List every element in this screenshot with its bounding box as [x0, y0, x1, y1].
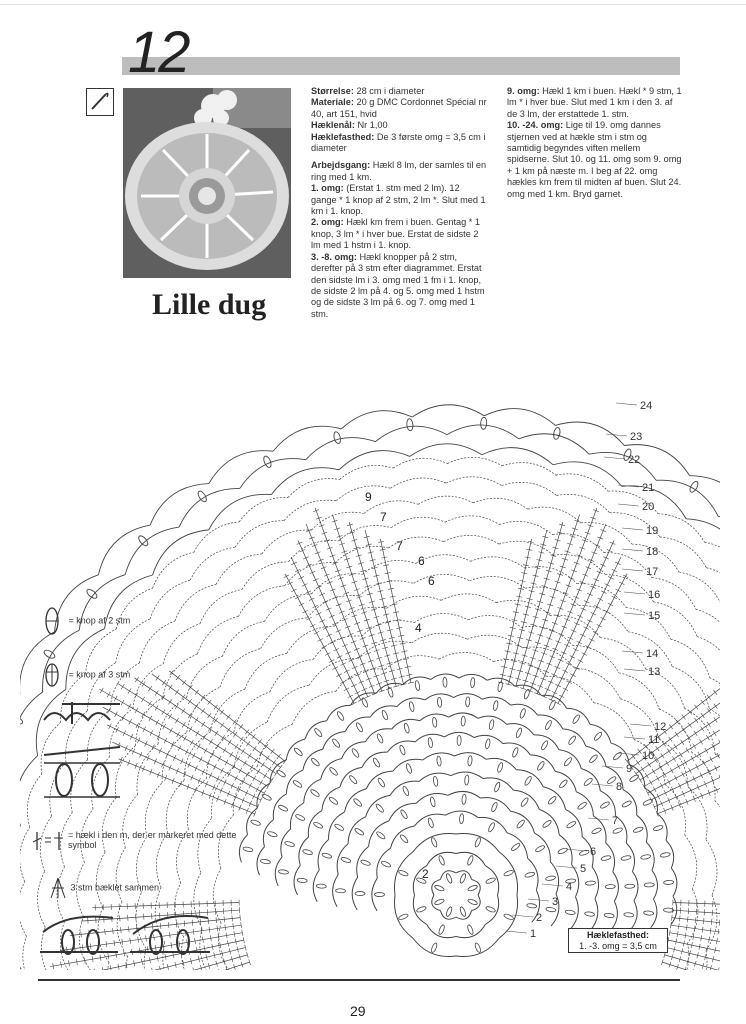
round-label: 18: [646, 546, 659, 558]
instruction-round-9: 9. omg: Hækl 1 km i buen. Hækl * 9 stm, 1 lm * i hver bue. Slut med 1 km i den 3. af de 3 lm, der erstattede 1. stm.: [507, 86, 682, 119]
knop-3-icon: [42, 660, 66, 690]
legend-sketch-3: [38, 912, 213, 960]
diagram-inner-label: 7: [380, 510, 387, 524]
diagram-inner-label: 6: [428, 574, 435, 588]
round-label: 17: [646, 566, 659, 578]
instructions-column-1: [311, 86, 487, 320]
round-label: 2: [536, 912, 543, 924]
legend-sketch-1: [42, 700, 124, 730]
round-label: 14: [646, 648, 659, 660]
legend-knop-2: = knop af 2 stm: [42, 604, 130, 638]
round-label: 7: [612, 815, 619, 827]
round-label: 20: [642, 501, 655, 513]
round-label: 5: [580, 863, 587, 875]
round-label: 11: [648, 734, 660, 746]
round-label: 10: [642, 750, 655, 762]
stitch-sketch-icon: [38, 912, 213, 958]
round-label: 12: [654, 721, 667, 733]
round-label: 6: [590, 846, 597, 858]
instruction-round-2: 2. omg: Hækl km frem i buen. Gentag * 1 knop, 3 lm * i hver bue. Erstat de sidste 2 lm med 1 hstm i 1. knop.: [311, 217, 481, 251]
diagram-inner-label: 9: [365, 490, 372, 504]
stitch-sketch-icon: [42, 745, 124, 803]
round-label: 9: [626, 763, 633, 775]
top-edge-line: [0, 4, 746, 5]
legend-knop-3: = knop af 3 stm: [42, 660, 130, 690]
round-label: 15: [648, 610, 661, 622]
round-label: 3: [552, 896, 559, 908]
round-label: 13: [648, 666, 661, 678]
instruction-round-10-24: 10. -24. omg: Lige til 19. omg dannes stjernen ved at hækle stm i stm og samtidig begyndes viften mellem spidserne. Slut 10. og 11. omg som 9. omg + 1 km på næste m. I beg af 22. omg hækles km frem til midten af buen. Slut 24. omg med 1 km. Bryd garnet.: [507, 120, 682, 199]
instruction-gauge: Hæklefasthed: De 3 første omg = 3,5 cm i diameter: [311, 131, 486, 154]
legend-mark: = hækl i den m, der er markeret med dette symbol: [32, 830, 247, 852]
diagram-inner-label: 6: [418, 554, 425, 568]
round-label: 22: [628, 454, 641, 466]
three-stm-together-icon: [48, 876, 68, 900]
round-label: 23: [630, 431, 643, 443]
round-label: 8: [616, 781, 623, 793]
diagram-inner-label: 7: [396, 539, 403, 553]
instruction-material: Materiale: 20 g DMC Cordonnet Spécial nr 40, art 151, hvid: [311, 97, 487, 119]
knop-2-icon: [42, 604, 66, 638]
instruction-hook: Hæklenål: Nr 1,00: [311, 120, 388, 131]
legend-sketch-2: [42, 745, 124, 805]
mark-symbol-icon: [32, 830, 66, 852]
pattern-number-bar: [122, 57, 680, 75]
gauge-box-text: 1. -3. omg = 3,5 cm: [579, 941, 657, 951]
instruction-round-3-8: 3. -8. omg: Hækl knopper på 2 stm, derefter på 3 stm efter diagrammet. Erstat den sidste lm i 3. omg med 1 fm i 1. knop, de sidste 2 lm på 4. og 5. omg med 1 hstm og de sidste 3 lm på 6. og 7. omg med 1 stm.: [311, 251, 485, 319]
instruction-round-1: 1. omg: (Erstat 1. stm med 2 lm). 12 gange * 1 knop af 2 stm, 2 lm *. Slut med 1 km i 1. knop.: [311, 183, 486, 217]
stitch-sketch-icon: [42, 700, 124, 728]
bottom-rule: [38, 979, 680, 981]
instruction-size: Størrelse: 28 cm i diameter: [311, 86, 425, 96]
diagram-inner-label: 4: [415, 621, 422, 635]
round-label: 19: [646, 525, 659, 537]
round-label: 16: [648, 589, 661, 601]
page-number: 29: [350, 1003, 366, 1019]
pattern-number: 12: [128, 20, 189, 85]
round-label: 1: [530, 928, 537, 940]
page-title: Lille dug: [152, 288, 267, 321]
gauge-box: [568, 928, 668, 953]
doily-photo: [123, 88, 291, 278]
instruction-method: Arbejdsgang: Hækl 8 lm, der samles til en ring med 1 km.: [311, 160, 487, 182]
diagram-inner-label: 2: [422, 867, 429, 881]
round-label: 24: [640, 400, 653, 412]
round-label: 4: [566, 881, 573, 893]
round-label: 21: [642, 482, 655, 494]
instructions-column-2: [507, 86, 682, 200]
legend-3stm: 3 stm hæklet sammen: [48, 876, 159, 900]
gauge-box-title: Hæklefasthed:: [586, 930, 649, 940]
crochet-hook-icon: [86, 88, 114, 116]
